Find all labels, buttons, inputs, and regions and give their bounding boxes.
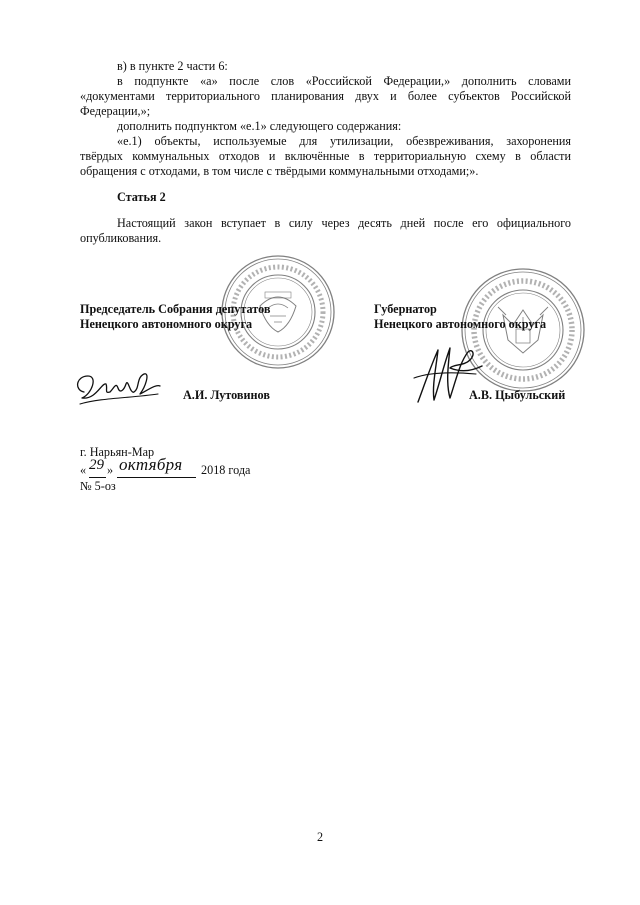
- left-signatory-name: А.И. Лутовинов: [183, 388, 270, 402]
- paragraph-line: дополнить подпунктом «е.1» следующего содержания:: [117, 119, 402, 133]
- right-signatory-name: А.В. Цыбульский: [469, 388, 566, 402]
- date-month-underline: [117, 477, 196, 478]
- paragraph-line: твёрдых коммунальных отходов и включённые в территориальную схему в области: [80, 149, 571, 163]
- paragraph-line: обращения с отходами, в том числе с твёрдыми коммунальными отходами;».: [80, 164, 479, 178]
- handwritten-signature-left: [70, 364, 165, 409]
- footer-date-day: 29: [89, 457, 104, 473]
- paragraph-line: «е.1) объекты, используемые для утилизации, обезвреживания, захоронения: [117, 134, 571, 148]
- right-signatory-title: Губернатор: [374, 302, 437, 316]
- paragraph-item-v: в) в пункте 2 части 6:: [117, 59, 228, 73]
- left-signatory-title: Ненецкого автономного округа: [80, 317, 253, 331]
- footer-date-close-quote: »: [107, 463, 114, 477]
- footer-law-number: № 5-оз: [80, 479, 116, 493]
- paragraph-line: опубликования.: [80, 231, 162, 245]
- article-title: Статья 2: [117, 190, 166, 204]
- footer-date-month: октября: [119, 455, 183, 474]
- footer-city: г. Нарьян-Мар: [80, 445, 155, 459]
- footer-date-year: 2018 года: [201, 463, 251, 477]
- footer-date-open-quote: «: [80, 463, 87, 477]
- paragraph-line: Федерации,»;: [80, 104, 151, 118]
- paragraph-line: в подпункте «а» после слов «Российской Федерации,» дополнить словами: [117, 74, 571, 88]
- right-signatory-title: Ненецкого автономного округа: [374, 317, 547, 331]
- paragraph-line: «документами территориального планирования двух и более субъектов Российской: [80, 89, 571, 103]
- page-number: 2: [317, 830, 324, 844]
- paragraph-line: Настоящий закон вступает в силу через десять дней после его официального: [117, 216, 571, 230]
- left-signatory-title: Председатель Собрания депутатов: [80, 302, 271, 316]
- date-day-underline: [89, 477, 106, 478]
